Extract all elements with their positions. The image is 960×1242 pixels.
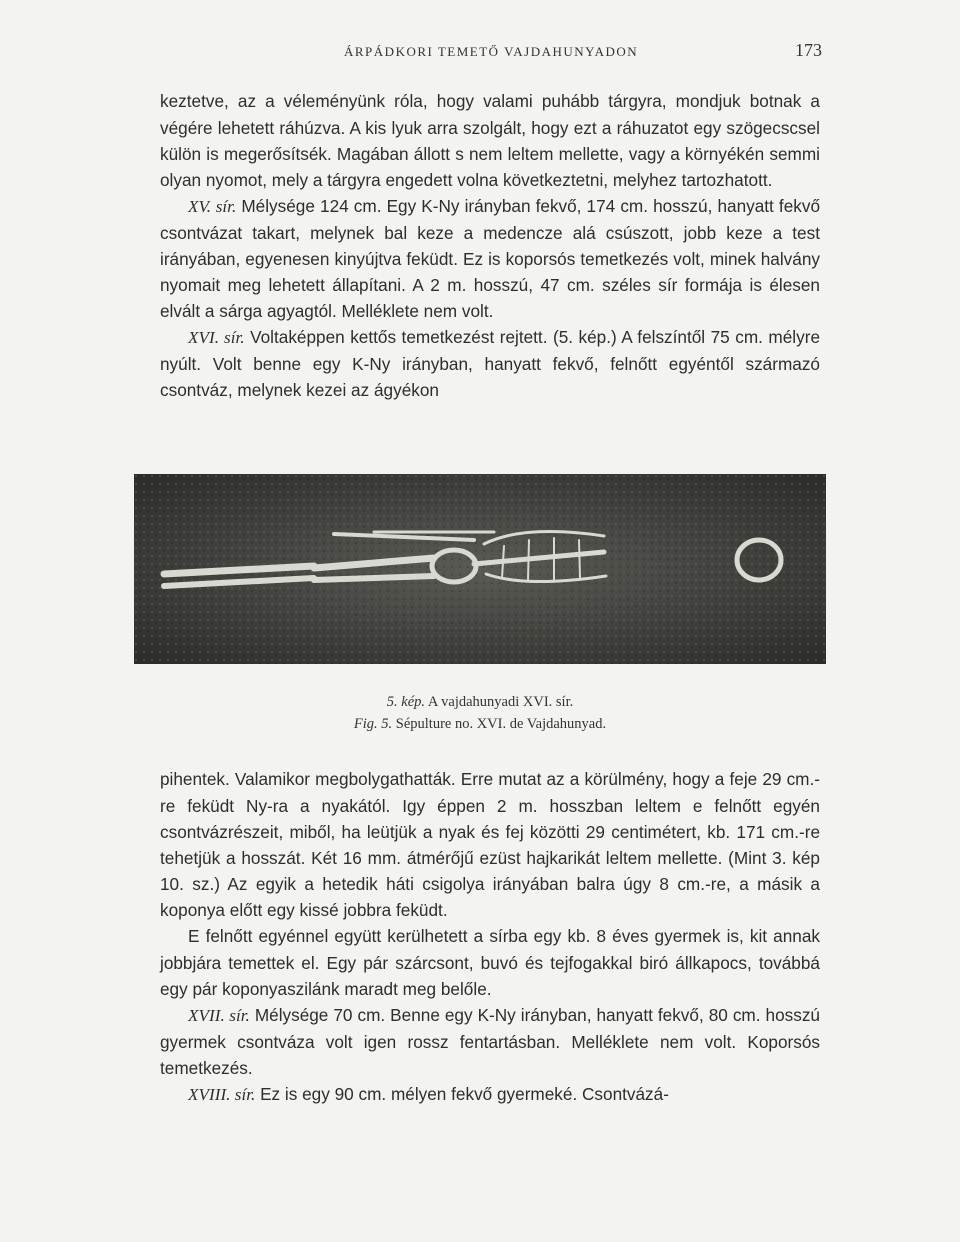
paragraph-text: pihentek. Valamikor megbolygathatták. Erre mutat az a körülmény, hogy a feje 29 cm.-re feküdt Ny-ra a nyakától. Igy éppen 2 m. hosszban leltem e felnőtt egyén csontvázrészeit, miből, ha leütjük a nyak és fej közötti 29 centimétert, kb. 171 cm.-re tehetjük a hosszát. Két 16 mm. átmérőjű ezüst hajkarikát leltem mellette. (Mint 3. kép 10. sz.) Az egyik a hetedik háti csigolya irányában balra úgy 8 cm.-re, a másik a koponya előtt egy kissé jobbra feküdt. bbox=[160, 769, 820, 920]
text-block-bottom bbox=[160, 766, 820, 1108]
grave-photo bbox=[134, 474, 826, 664]
page-number: 173 bbox=[795, 40, 822, 60]
grave-label: XVII. sír. bbox=[188, 1006, 250, 1025]
grave-label: XVIII. sír. bbox=[188, 1085, 256, 1104]
paragraph bbox=[160, 324, 820, 403]
grave-label: XVI. sír. bbox=[188, 328, 245, 347]
running-title: ÁRPÁDKORI TEMETŐ VAJDAHUNYADON bbox=[344, 44, 639, 59]
paragraph-text: Mélysége 70 cm. Benne egy K-Ny irányban, hanyatt fekvő, 80 cm. hosszú gyermek csontváza volt igen rossz fentartásban. Melléklete nem volt. Koporsós temetkezés. bbox=[160, 1005, 820, 1078]
paragraph bbox=[160, 1081, 820, 1108]
paragraph-text: keztetve, az a véleményünk róla, hogy valami puhább tárgyra, mondjuk botnak a végére lehetett ráhúzva. A kis lyuk arra szolgált, hogy ezt a ráhuzatot egy szögecscsel külön is megerősítsék. Magában állott s nem leltem mellette, vagy a környékén semmi olyan nyomot, mely a tárgyra engedett volna következtetni, melyhez tartozhatott. bbox=[160, 91, 820, 190]
paragraph bbox=[160, 1002, 820, 1081]
caption-label: 5. kép. bbox=[386, 694, 426, 710]
paragraph bbox=[160, 766, 820, 923]
paragraph bbox=[160, 193, 820, 324]
caption-label: Fig. 5. bbox=[353, 716, 393, 732]
text-block-top bbox=[160, 88, 820, 403]
paragraph-text: Mélysége 124 cm. Egy K-Ny irányban fekvő, 174 cm. hosszú, hanyatt fekvő csontvázat takart, melynek bal keze a medencze alá csúszott, jobb keze a test irányában, egyenesen kinyújtva feküdt. Ez is koporsós temetkezés volt, minek halvány nyomait meg lehetett állapítani. A 2 m. hosszú, 47 cm. széles sír formája is élesen elvált a sárga agyagtól. Melléklete nem volt. bbox=[160, 196, 821, 321]
caption-text: A vajdahunyadi XVI. sír. bbox=[427, 694, 574, 710]
grave-label: XV. sír. bbox=[188, 197, 237, 216]
paragraph bbox=[160, 88, 820, 193]
paragraph-text: E felnőtt egyénnel együtt kerülhetett a sírba egy kb. 8 éves gyermek is, kit annak jobbjára temettek el. Egy pár szárcsont, buvó és tejfogakkal biró állkapocs, továbbá egy pár koponyaszilánk maradt meg belőle. bbox=[160, 926, 820, 999]
figure-caption-french bbox=[134, 716, 826, 733]
paragraph-text: Voltaképpen kettős temetkezést rejtett. (5. kép.) A felszíntől 75 cm. mélyre nyúlt. Volt benne egy K-Ny irányban, hanyatt fekvő, felnőtt egyéntől származó csontváz, melynek kezei az ágyékon bbox=[160, 327, 820, 400]
figure-caption-hungarian bbox=[134, 694, 826, 711]
skeleton-photo-illustration bbox=[134, 474, 826, 664]
paragraph bbox=[160, 923, 820, 1002]
caption-text: Sépulture no. XVI. de Vajdahunyad. bbox=[395, 716, 607, 732]
paragraph-text: Ez is egy 90 cm. mélyen fekvő gyermeké. Csontvázá- bbox=[260, 1084, 669, 1104]
